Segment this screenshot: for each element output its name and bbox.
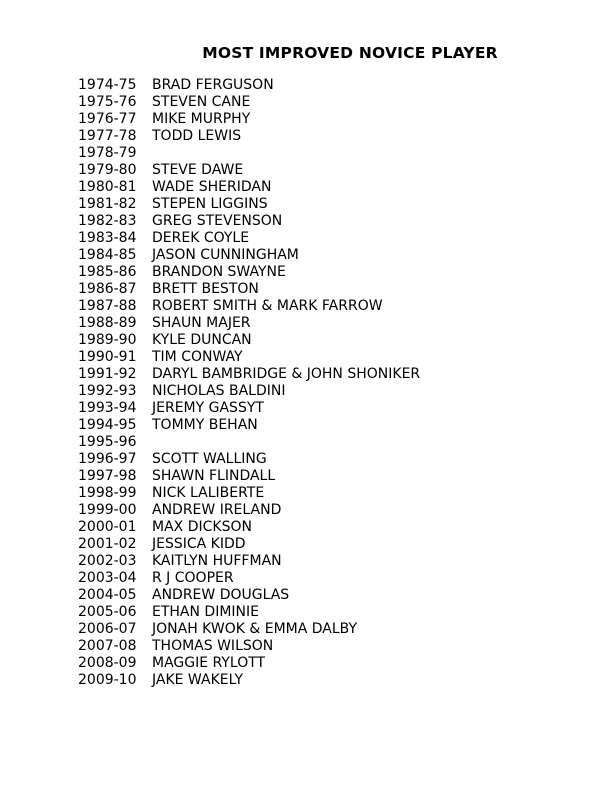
winner-name: R J COOPER: [152, 570, 234, 586]
winner-name: SHAUN MAJER: [152, 315, 251, 331]
award-row: [78, 383, 420, 400]
award-row: [78, 94, 420, 111]
award-row: [78, 485, 420, 502]
award-row: [78, 570, 420, 587]
winner-name: DEREK COYLE: [152, 230, 250, 246]
award-row: [78, 298, 420, 315]
winner-name: KYLE DUNCAN: [152, 332, 252, 348]
winner-name: TOMMY BEHAN: [152, 417, 258, 433]
winner-name: GREG STEVENSON: [152, 213, 283, 229]
award-row: [78, 655, 420, 672]
season-label: 1975-76: [78, 94, 137, 110]
award-row: [78, 247, 420, 264]
winner-name: JESSICA KIDD: [152, 536, 246, 552]
award-row: [78, 536, 420, 553]
winner-name: DARYL BAMBRIDGE & JOHN SHONIKER: [152, 366, 421, 382]
season-label: 1994-95: [78, 417, 137, 433]
award-row: [78, 672, 420, 689]
winner-name: ANDREW DOUGLAS: [152, 587, 290, 603]
winner-name: TODD LEWIS: [152, 128, 242, 144]
winner-name: ETHAN DIMINIE: [152, 604, 259, 620]
season-label: 1999-00: [78, 502, 137, 518]
winner-name: SCOTT WALLING: [152, 451, 267, 467]
award-row: [78, 502, 420, 519]
award-row: [78, 417, 420, 434]
award-row: [78, 434, 420, 451]
season-label: 1976-77: [78, 111, 137, 127]
page-title: MOST IMPROVED NOVICE PLAYER: [202, 44, 498, 62]
season-label: 2003-04: [78, 570, 137, 586]
award-row: [78, 366, 420, 383]
award-row: [78, 111, 420, 128]
award-row: [78, 604, 420, 621]
winner-name: STEPEN LIGGINS: [152, 196, 268, 212]
season-label: 2004-05: [78, 587, 137, 603]
winner-name: JEREMY GASSYT: [152, 400, 264, 416]
winner-name: JAKE WAKELY: [152, 672, 244, 688]
season-label: 1979-80: [78, 162, 137, 178]
season-label: 1974-75: [78, 77, 137, 93]
award-row: [78, 451, 420, 468]
winner-name: BRANDON SWAYNE: [152, 264, 286, 280]
season-label: 1980-81: [78, 179, 137, 195]
winner-name: STEVE DAWE: [152, 162, 244, 178]
winner-name: ROBERT SMITH & MARK FARROW: [152, 298, 383, 314]
season-label: 2006-07: [78, 621, 137, 637]
award-row: [78, 77, 420, 94]
award-row: [78, 519, 420, 536]
season-label: 1998-99: [78, 485, 137, 501]
season-label: 1981-82: [78, 196, 137, 212]
award-row: [78, 281, 420, 298]
season-label: 2001-02: [78, 536, 137, 552]
season-label: 1996-97: [78, 451, 137, 467]
winner-name: BRAD FERGUSON: [152, 77, 274, 93]
winner-name: KAITLYN HUFFMAN: [152, 553, 282, 569]
winner-name: MAX DICKSON: [152, 519, 252, 535]
season-label: 1978-79: [78, 145, 137, 161]
season-label: 1989-90: [78, 332, 137, 348]
season-label: 1993-94: [78, 400, 137, 416]
award-row: [78, 196, 420, 213]
season-label: 1992-93: [78, 383, 137, 399]
winner-name: TIM CONWAY: [152, 349, 243, 365]
award-row: [78, 179, 420, 196]
award-row: [78, 315, 420, 332]
season-label: 2002-03: [78, 553, 137, 569]
winner-name: WADE SHERIDAN: [152, 179, 272, 195]
winner-name: NICHOLAS BALDINI: [152, 383, 286, 399]
season-label: 2007-08: [78, 638, 137, 654]
season-label: 2005-06: [78, 604, 137, 620]
award-row: [78, 587, 420, 604]
season-label: 1991-92: [78, 366, 137, 382]
winner-name: MAGGIE RYLOTT: [152, 655, 266, 671]
season-label: 1985-86: [78, 264, 137, 280]
award-row: [78, 553, 420, 570]
award-row: [78, 400, 420, 417]
award-row: [78, 621, 420, 638]
season-label: 2000-01: [78, 519, 137, 535]
award-row: [78, 145, 420, 162]
award-row: [78, 213, 420, 230]
award-row: [78, 128, 420, 145]
award-row: [78, 230, 420, 247]
season-label: 1977-78: [78, 128, 137, 144]
award-row: [78, 468, 420, 485]
season-label: 1990-91: [78, 349, 137, 365]
season-label: 2008-09: [78, 655, 137, 671]
season-label: 1995-96: [78, 434, 137, 450]
winner-name: JASON CUNNINGHAM: [152, 247, 299, 263]
award-list: [78, 77, 420, 689]
season-label: 2009-10: [78, 672, 137, 688]
winner-name: JONAH KWOK & EMMA DALBY: [152, 621, 358, 637]
winner-name: STEVEN CANE: [152, 94, 251, 110]
season-label: 1986-87: [78, 281, 137, 297]
winner-name: THOMAS WILSON: [152, 638, 274, 654]
winner-name: MIKE MURPHY: [152, 111, 251, 127]
season-label: 1984-85: [78, 247, 137, 263]
season-label: 1983-84: [78, 230, 137, 246]
season-label: 1987-88: [78, 298, 137, 314]
award-row: [78, 638, 420, 655]
award-row: [78, 162, 420, 179]
season-label: 1997-98: [78, 468, 137, 484]
award-row: [78, 332, 420, 349]
winner-name: SHAWN FLINDALL: [152, 468, 276, 484]
award-row: [78, 349, 420, 366]
winner-name: NICK LALIBERTE: [152, 485, 265, 501]
season-label: 1988-89: [78, 315, 137, 331]
winner-name: BRETT BESTON: [152, 281, 259, 297]
award-row: [78, 264, 420, 281]
season-label: 1982-83: [78, 213, 137, 229]
winner-name: ANDREW IRELAND: [152, 502, 282, 518]
